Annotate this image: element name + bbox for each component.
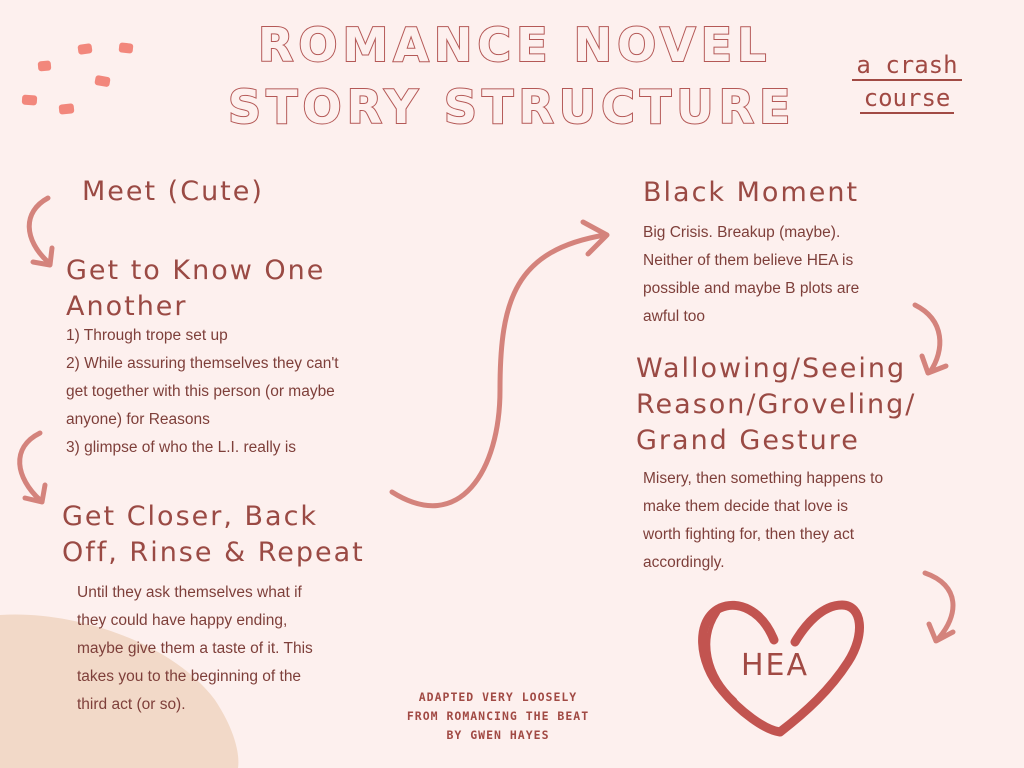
black-moment-text (643, 219, 923, 331)
text-line: accordingly. (643, 554, 725, 571)
subtitle-line-1: a crash (852, 52, 961, 81)
page-title-line-2: STORY STRUCTURE (228, 80, 796, 134)
arrow-s-curve-icon (392, 222, 607, 506)
arrow-wallow-to-hea-icon (925, 573, 953, 641)
heading-black-moment: Black Moment (643, 177, 860, 208)
text-line: make them decide that love is (643, 498, 849, 515)
text-line: possible and maybe B plots are (643, 280, 860, 297)
heading-wallowing-line-2: Reason/Groveling/ (636, 389, 917, 420)
text-line: Misery, then something happens to (643, 470, 884, 487)
subtitle-line-2: course (860, 85, 955, 114)
list-item: 3) glimpse of who the L.I. really is (66, 439, 297, 456)
get-to-know-points (66, 322, 406, 462)
confetti-dots (22, 42, 134, 114)
section-get-closer (62, 499, 365, 571)
list-item: anyone) for Reasons (66, 411, 210, 428)
arrow-meet-to-know-icon (29, 198, 52, 265)
heading-wallowing-line-1: Wallowing/Seeing (636, 353, 907, 384)
wallowing-text (643, 465, 943, 577)
list-item: get together with this person (or maybe (66, 383, 335, 400)
arrow-know-to-closer-icon (20, 433, 45, 502)
text-line: Neither of them believe HEA is (643, 252, 854, 269)
text-line: Until they ask themselves what if (77, 584, 302, 601)
section-get-to-know (66, 253, 325, 325)
subtitle (842, 52, 972, 114)
get-closer-text (77, 579, 377, 719)
hea-label: HEA (741, 648, 810, 683)
heading-wallowing-line-3: Grand Gesture (636, 425, 860, 456)
credit-line-1: ADAPTED VERY LOOSELY (418, 690, 578, 704)
text-line: they could have happy ending, (77, 612, 288, 629)
heading-get-closer-line-1: Get Closer, Back (62, 501, 319, 532)
text-line: awful too (643, 308, 706, 325)
credit-line-3: BY GWEN HAYES (446, 728, 550, 742)
text-line: Big Crisis. Breakup (maybe). (643, 224, 841, 241)
section-wallowing (636, 351, 916, 459)
text-line: worth fighting for, then they act (643, 526, 855, 543)
credit-line-2: FROM ROMANCING THE BEAT (406, 709, 590, 723)
credit (378, 688, 618, 745)
heading-get-to-know-line-1: Get to Know One (66, 255, 326, 286)
list-item: 2) While assuring themselves they can't (66, 355, 339, 372)
text-line: third act (or so). (77, 696, 186, 713)
list-item: 1) Through trope set up (66, 327, 228, 344)
page-title-line-1: ROMANCE NOVEL (258, 18, 772, 72)
text-line: maybe give them a taste of it. This (77, 640, 313, 657)
text-line: takes you to the beginning of the (77, 668, 302, 685)
heading-get-closer-line-2: Off, Rinse & Repeat (62, 537, 365, 568)
heading-meet-cute: Meet (Cute) (82, 176, 264, 207)
heading-get-to-know-line-2: Another (66, 291, 188, 322)
